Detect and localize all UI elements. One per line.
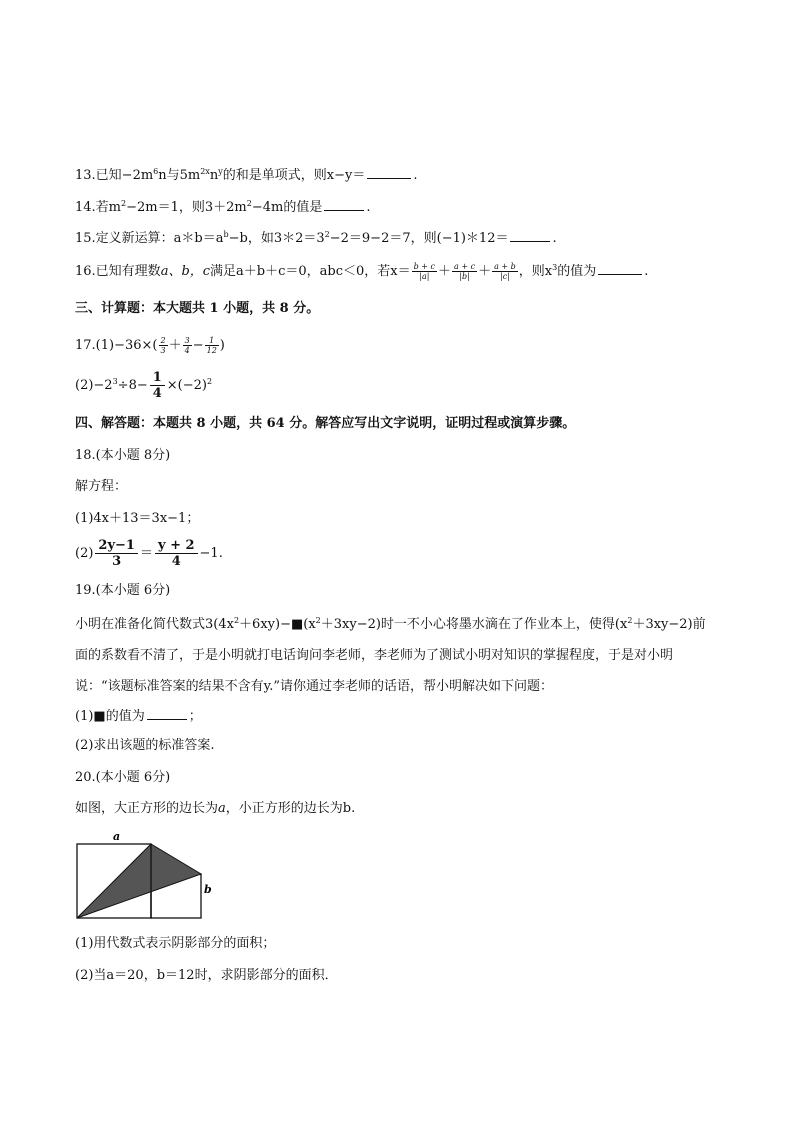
fraction: $\frac{a + c}{|b|}$ (454, 262, 476, 281)
question-19-body: 小明在准备化简代数式$3(4x^2+6xy)-■(x^2+3xy-2)$时一不小心将墨水滴在了作业本上，使得$(x^2+3xy-2)$前面的系数看不清了，于是小明就打电话询问李老师，李老师为了测试小明对知识的掌握程度，于是对小明说：“该题标准答案的结果不含有y.”请你通过李老师的话语，帮小明解决如下问题： (75, 616, 706, 694)
section-3-heading: 三、计算题：本大题共 1 小题，共 8 分。 (75, 301, 320, 316)
question-20-part-1: (1)用代数式表示阴影部分的面积； (75, 936, 276, 951)
fraction: $\frac{b + c}{|a|}$ (413, 262, 436, 281)
answer-blank (147, 707, 187, 720)
fraction: $\frac{y + 2}{4}$ (155, 538, 198, 569)
question-17-part-2: $(2)-2^3\div 8-$ $\frac{1}{4}$ $\times(-2)^2$ (75, 370, 213, 401)
label-b: b (204, 883, 212, 896)
question-18-intro: 解方程： (75, 479, 128, 494)
question-19-part-1: (1)■的值为 ； (75, 709, 202, 724)
question-20-title: 20.(本小题 6分) (75, 770, 171, 785)
section-4-heading: 四、解答题：本题共 8 小题，共 64 分。解答应写出文字说明，证明过程或演算步骤。 (75, 416, 576, 431)
question-13: 13.已知$-2m^6n$与$5m^{2x}n^y$的和是单项式，则x−y＝ . (75, 167, 418, 183)
squares-diagram (73, 829, 223, 921)
answer-blank (510, 229, 550, 242)
fraction: $\frac{1}{4}$ (150, 370, 165, 401)
question-17-part-1: 17.(1)−36×( $\frac{2}{3}$ ＋ $\frac{3}{4}$ − $\frac{1}{12}$ ) (75, 336, 225, 355)
answer-blank (598, 262, 642, 275)
question-18-title: 18.(本小题 8分) (75, 448, 171, 463)
squares-figure (73, 829, 223, 925)
fraction: $\frac{3}{4}$ (184, 336, 190, 355)
question-14: 14.若$m^2-2m=1$，则$3+2m^2-4m$的值是 . (75, 199, 371, 215)
fraction: $\frac{2y-1}{3}$ (95, 538, 138, 569)
question-19-part-2: (2)求出该题的标准答案. (75, 738, 215, 753)
fraction: $\frac{a + b}{|c|}$ (494, 262, 516, 281)
answer-blank (367, 166, 411, 179)
answer-blank (324, 198, 364, 211)
fraction: $\frac{2}{3}$ (160, 336, 166, 355)
question-18-part-2: (2) $\frac{2y-1}{3}$ ＝ $\frac{y + 2}{4}$ −1. (75, 538, 223, 569)
question-15: 15.定义新运算：$a*b=a^b-b$，如$3*2=3^2-2=9-2=7$，则(−1)＊12＝ . (75, 230, 557, 246)
question-18-part-1: (1)4x＋13＝3x−1； (75, 511, 200, 526)
label-a: a (113, 830, 121, 843)
question-20-intro: 如图，大正方形的边长为a，小正方形的边长为b. (75, 801, 356, 816)
question-20-part-2: (2)当a＝20，b＝12时，求阴影部分的面积． (75, 968, 338, 983)
shaded-triangle (77, 844, 201, 918)
fraction: $\frac{1}{12}$ (206, 336, 217, 355)
question-16: 16.已知有理数a、b，c满足a＋b＋c＝0，abc＜0，若x＝ $\frac{b + c}{|a|}$ ＋ $\frac{a + c}{|b|}$ ＋ $\frac{a + b}{|c|}$ ，则$x^3$的值为 . (75, 262, 649, 281)
question-19-title: 19.(本小题 6分) (75, 583, 171, 598)
